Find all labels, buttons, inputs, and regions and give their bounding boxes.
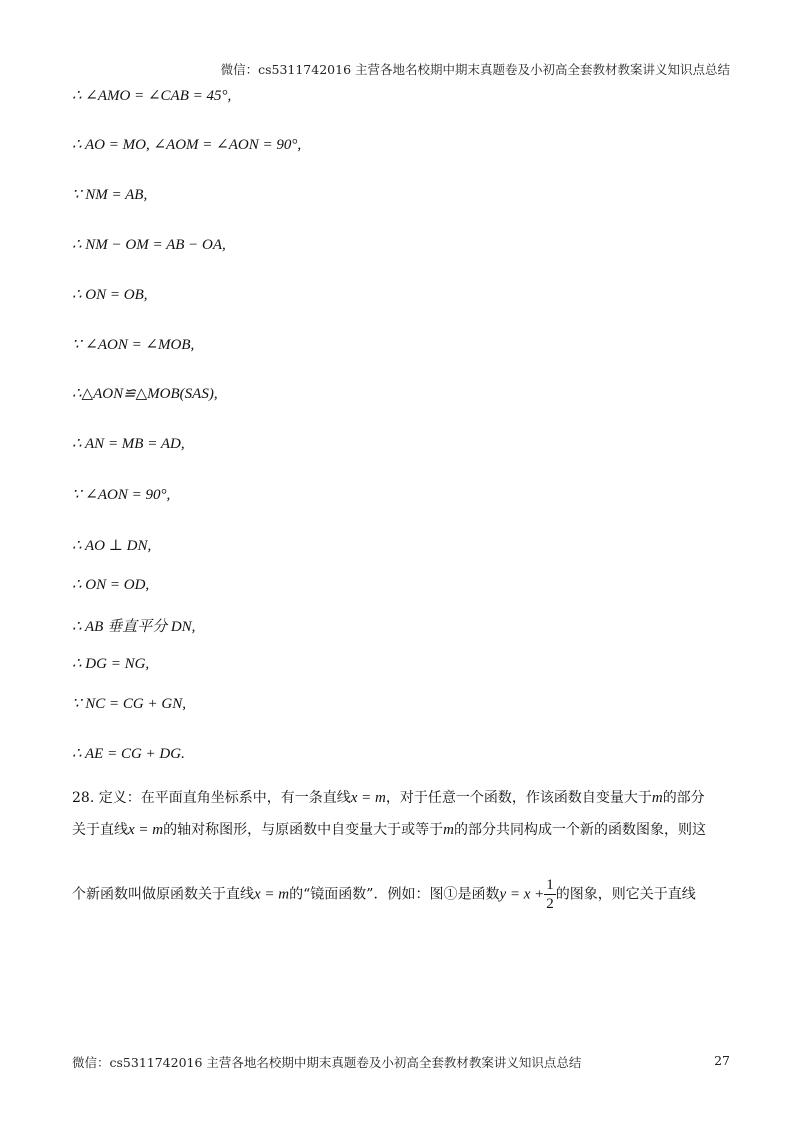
problem-text: 个新函数叫做原函数关于直线 (72, 886, 254, 903)
math-expression: m (443, 822, 454, 838)
proof-line: ∴ NM − OM = AB − OA, (72, 237, 226, 253)
math-expression: m (651, 790, 663, 806)
math-expression: x = m (128, 822, 164, 838)
proof-line: ∴△AON≌△MOB(SAS), (72, 386, 218, 402)
math-expression: x = m (254, 886, 290, 903)
proof-line: ∴ ON = OD, (72, 577, 150, 593)
page-footer: 微信：cs5311742016 主营各地名校期中期末真题卷及小初高全套教材教案讲义知识点总结 (72, 1055, 582, 1070)
fraction-denominator: 2 (546, 896, 554, 912)
problem-line-2 (72, 819, 732, 839)
problem-text: 关于直线 (72, 822, 128, 838)
page-number: 27 (714, 1053, 730, 1068)
fraction (544, 876, 556, 913)
proof-line: ∴ AO ⊥ DN, (72, 538, 152, 554)
proof-line: ∴ AO = MO, ∠AOM = ∠AON = 90°, (72, 137, 302, 153)
problem-text: 的部分 (662, 790, 705, 806)
problem-text: 的部分共同构成一个新的函数图象，则这 (453, 822, 706, 838)
math-expression: y = x + (499, 886, 545, 903)
proof-line: ∴ DG = NG, (72, 656, 150, 672)
proof-line: ∵ ∠AON = 90°, (72, 487, 171, 503)
problem-text: 28. 定义：在平面直角坐标系中，有一条直线 (72, 790, 351, 806)
problem-text: ，对于任意一个函数，作该函数自变量大于 (385, 790, 652, 806)
problem-text: 的轴对称图形，与原函数中自变量大于或等于 (163, 822, 444, 838)
math-expression: x = m (350, 790, 386, 806)
proof-line: ∴ AE = CG + DG. (72, 746, 185, 762)
proof-line: ∵ NM = AB, (72, 187, 148, 203)
problem-text: 的“镜面函数”．例如：图①是函数 (289, 886, 500, 903)
proof-line: ∴ AB 垂直平分 DN, (72, 619, 196, 635)
proof-line: ∵ NC = CG + GN, (72, 696, 186, 712)
proof-line: ∵ ∠AON = ∠MOB, (72, 337, 195, 353)
proof-line: ∴ ON = OB, (72, 287, 148, 303)
page-header: 微信：cs5311742016 主营各地名校期中期末真题卷及小初高全套教材教案讲义知识点总结 (220, 62, 730, 77)
problem-text: 的图象，则它关于直线 (555, 886, 696, 903)
problem-line-3 (72, 876, 732, 913)
proof-line: ∴ AN = MB = AD, (72, 436, 185, 452)
proof-line: ∴ ∠AMO = ∠CAB = 45°, (72, 88, 232, 104)
problem-line-1 (72, 787, 732, 807)
fraction-numerator: 1 (546, 877, 554, 893)
